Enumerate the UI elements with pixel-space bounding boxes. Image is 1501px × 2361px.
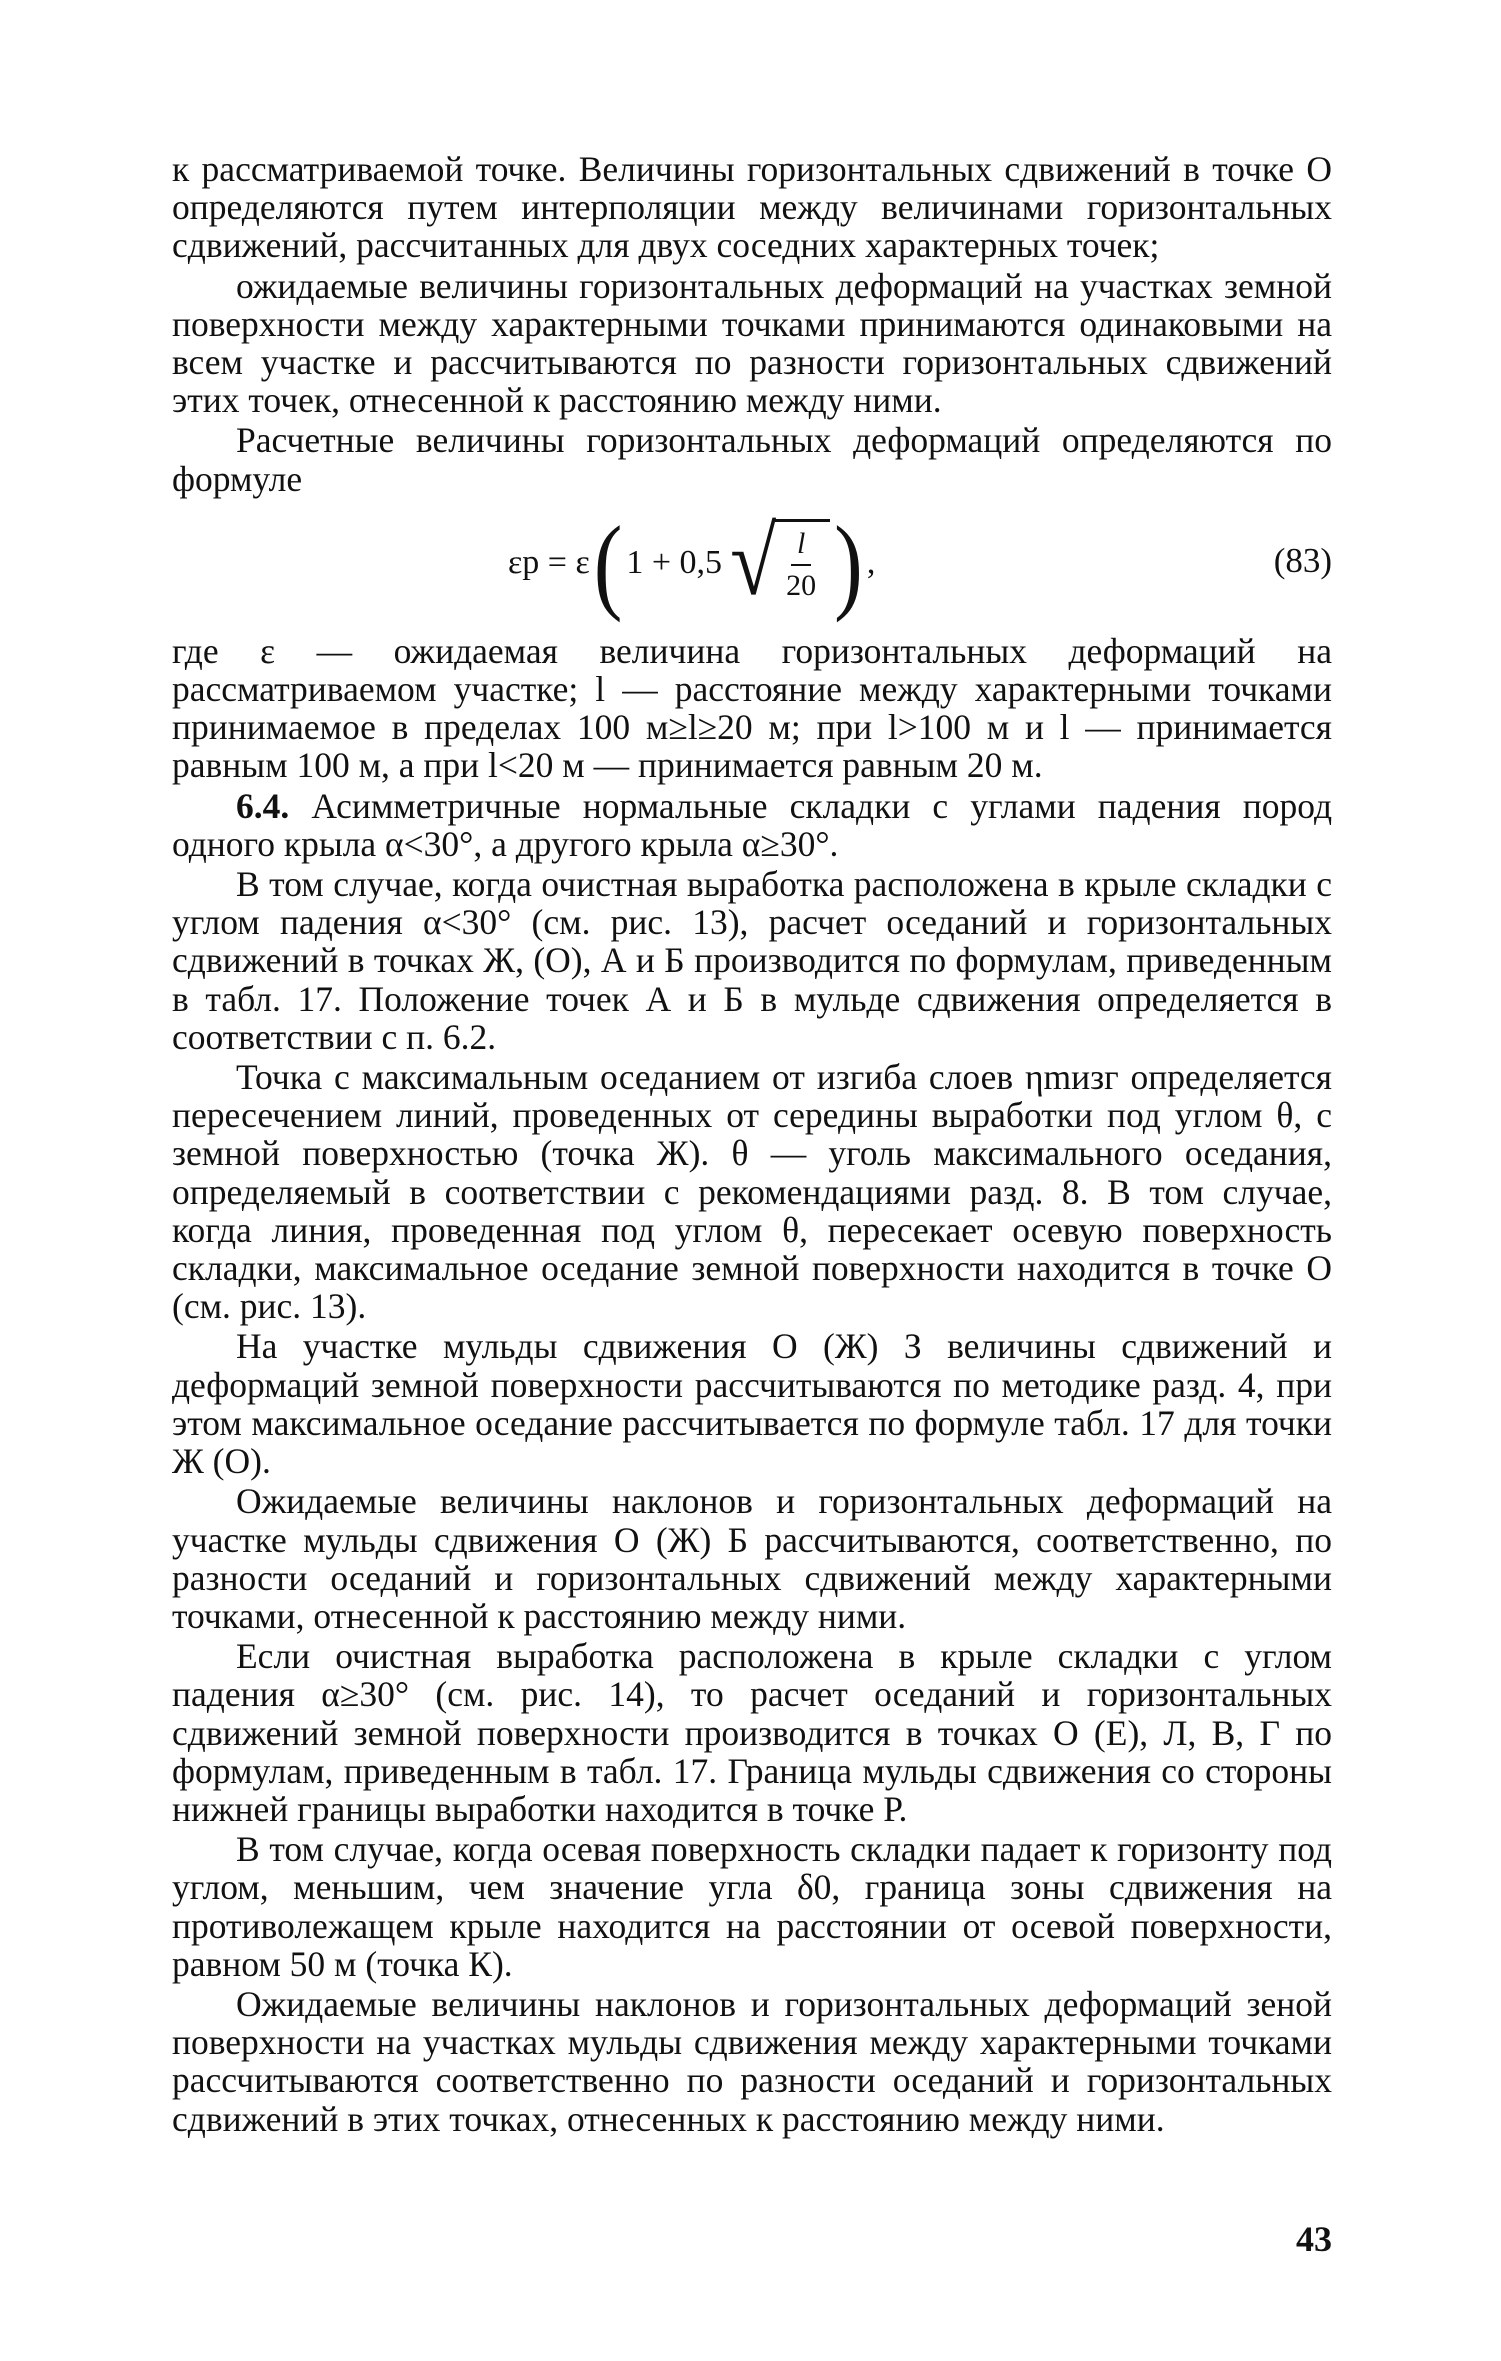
section-number: 6.4. xyxy=(236,785,290,826)
paragraph-5 xyxy=(172,787,1332,863)
paragraph-5-text: Асимметричные нормальные складки с углами падения пород одного крыла α<30°, а другого крыла α≥30°. xyxy=(172,785,1333,864)
paragraph-8: На участке мульды сдвижения О (Ж) З величины сдвижений и деформаций земной поверхности рассчитываются по методике разд. 4, при этом максимальное оседание рассчитывается по формуле табл. 17 для точки Ж (О). xyxy=(172,1326,1332,1482)
equation-number: (83) xyxy=(1273,540,1332,580)
formula-numerator: l xyxy=(791,524,811,566)
paragraph-1: к рассматриваемой точке. Величины горизонтальных сдвижений в точке О определяются путем интерполяции между величинами горизонтальных сдвижений, рассчитанных для двух соседних характерных точек; xyxy=(172,149,1332,266)
text-column xyxy=(172,150,1332,2140)
formula-inner-left: 1 + 0,5 xyxy=(626,543,723,581)
paragraph-4: где ε — ожидаемая величина горизонтальных деформаций на рассматриваемом участке; l — расстояние между характерными точками принимаемое в пределах 100 м≥l≥20 м; при l>100 м и l — принимается равным 100 м, а при l<20 м — принимается равным 20 м. xyxy=(172,630,1332,786)
paragraph-2: ожидаемые величины горизонтальных деформаций на участках земной поверхности между характерными точками принимаются одинаковыми на всем участке и рассчитываются по разности горизонтальных сдвижений этих точек, отнесенной к расстоянию между ними. xyxy=(172,265,1332,421)
paragraph-10: Если очистная выработка расположена в крыле складки с углом падения α≥30° (см. рис. 14), то расчет оседаний и горизонтальных сдвижений земной поверхности производится в точках О (Е), Л, В, Г по формулам, приведенным в табл. 17. Граница мульды сдвижения со стороны нижней границы выработки находится в точке Р. xyxy=(172,1636,1332,1829)
formula-left-paren: ( xyxy=(593,502,623,623)
formula-radicand xyxy=(772,519,830,606)
sqrt-icon: √ xyxy=(730,508,777,616)
formula-denominator: 20 xyxy=(786,569,817,603)
formula-trailing: , xyxy=(866,543,876,581)
paragraph-12: Ожидаемые величины наклонов и горизонтальных деформаций зеной поверхности на участках мульды сдвижения между характерными точками рассчитываются соответственно по разности оседаний и горизонтальных сдвижений в этих точках, отнесенных к расстоянию между ними. xyxy=(172,1983,1332,2139)
paragraph-6: В том случае, когда очистная выработка расположена в крыле складки с углом падения α<30° (см. рис. 13), расчет оседаний и горизонтальных сдвижений в точках Ж, (О), А и Б производится по формулам, приведенным в табл. 17. Положение точек А и Б в мульде сдвижения определяется в соответствии с п. 6.2. xyxy=(172,864,1332,1057)
paragraph-9: Ожидаемые величины наклонов и горизонтальных деформаций на участке мульды сдвижения О (Ж) Б рассчитываются, соответственно, по разности оседаний и горизонтальных сдвижений между характерными точками, отнесенной к расстоянию между ними. xyxy=(172,1481,1332,1636)
formula-body xyxy=(508,504,875,622)
formula-right-paren: ) xyxy=(834,502,863,623)
page-number: 43 xyxy=(1296,2219,1332,2259)
paragraph-3: Расчетные величины горизонтальных деформаций определяются по формуле xyxy=(172,420,1332,499)
paragraph-7: Точка с максимальным оседанием от изгиба слоев ηmизг определяется пересечением линий, проведенных от середины выработки под углом θ, с земной поверхностью (точка Ж). θ — уголь максимального оседания, определяемый в соответствии с рекомендациями разд. 8. В том случае, когда линия, проведенная под углом θ, пересекает осевую поверхность складки, максимальное оседание земной поверхности находится в точке О (см. рис. 13). xyxy=(172,1057,1332,1327)
formula-83 xyxy=(172,504,1332,622)
paragraph-11: В том случае, когда осевая поверхность складки падает к горизонту под углом, меньшим, чем значение угла δ0, граница зоны сдвижения на противолежащем крыле находится на расстоянии от осевой поверхности, равном 50 м (точка К). xyxy=(172,1829,1332,1984)
formula-lhs: εр = ε xyxy=(508,543,590,581)
